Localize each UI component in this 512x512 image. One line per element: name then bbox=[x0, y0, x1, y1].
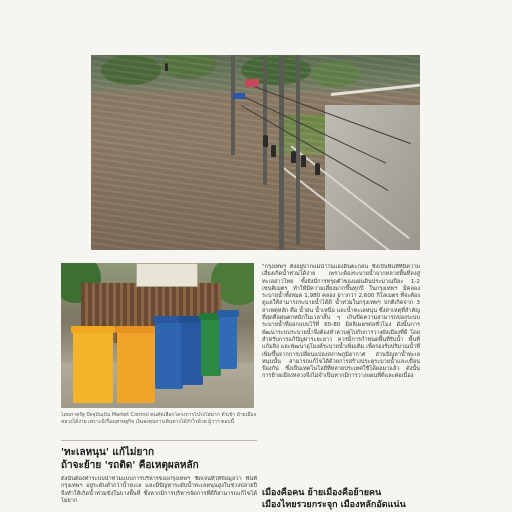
green-bin bbox=[201, 318, 221, 376]
red-banner bbox=[245, 79, 259, 87]
yellow-bin bbox=[73, 331, 113, 403]
poster bbox=[136, 263, 198, 287]
section1-heading-line2: ถ้าจะย้าย 'รถติด' คือเหตุผลหลัก bbox=[61, 460, 199, 471]
orange-bin bbox=[117, 331, 155, 403]
section2-heading-line1: เมืองคือคน ย้ายเมืองคือย้ายคน bbox=[262, 488, 382, 498]
section1-body: ดังนั้นต้องทำระบบน้ำท่วมแบบการบริหารของกรุงเทพฯ ชัดเจนที่ให้ข้อมูลว่า พื้นที่กรุงเทพฯ อยู่ระดับต่ำกว่าน้ำทะเล และมีปัญหาระดับน้ำทะเลหนุนสูงในช่วงปลายปี จึงทำให้เกิดน้ำท่วมขังในบางพื้นที่ ซึ่งหากมีการบริหารจัดการที่ดีก็สามารถแก้ไขได้ไม่ยาก bbox=[61, 476, 257, 504]
street-sign bbox=[233, 93, 245, 99]
right-column-body: "กรุงเทพฯ ตั้งอยู่ปากแม่น้ำในแอ่งดินตะกอน ซึ่งเป็นพื้นที่ที่มีความเสี่ยงเกิดน้ำท่วมได้ง่าย เพราะต้องระบายน้ำจากหลายพื้นที่ลงสู่ทะเลอ่าวไทย ทั้งยังมีการทรุดตัวของแผ่นดินประมาณปีละ 1-2 เซนติเมตร ทำให้มีความเสี่ยงมากขึ้นทุกปี ในกรุงเทพฯ มีคลองระบายน้ำทั้งหมด 1,980 คลอง ยาวกว่า 2,600 กิโลเมตร ที่จะต้องดูแลให้สามารถระบายน้ำได้ดี น้ำท่วมในกรุงเทพฯ ปกติเกิดจาก 3 สาเหตุหลัก คือ น้ำฝน น้ำเหนือ และน้ำทะเลหนุน ซึ่งสาเหตุที่สำคัญที่สุดคือฝนตกหนักในเวลาสั้น ๆ เกินขีดความสามารถของระบบระบายน้ำที่ออกแบบไว้ที่ 60-80 มิลลิเมตรต่อชั่วโมง ดังนั้นการพัฒนาระบบระบายน้ำจึงต้องทำควบคู่ไปกับการวางผังเมืองที่ดี โดยสำหรับการแก้ปัญหาระยะยาว ควรมีการกำหนดพื้นที่รับน้ำ พื้นที่แก้มลิง และพัฒนาอุโมงค์ระบายน้ำเพิ่มเติม เพื่อรองรับปริมาณน้ำที่เพิ่มขึ้นจากการเปลี่ยนแปลงสภาพภูมิอากาศ ส่วนปัญหาน้ำทะเลหนุนนั้น สามารถแก้ไขได้ด้วยการสร้างประตูระบายน้ำและเขื่อนป้องกัน ซึ่งเป็นเทคโนโลยีที่หลายประเทศใช้ได้ผลมาแล้ว ดังนั้นการย้ายเมืองหลวงจึงไม่จำเป็นหากมีการวางแผนที่ดีและต่อเนื่อง bbox=[262, 264, 420, 380]
photo-caption: โดยภาครัฐ ปัจจุบันเป็น Market Control คนคัดเลือกโครงการโปร่งใสมาก ตัวเข้า ย้ายเมืองหลวงได้ง่าย เพราะมีเรื่องเศรษฐกิจ เงินลงทุนการเดินทางได้กำไรด้วย ผู้ว่าฯ ตอบนี้ bbox=[61, 412, 257, 425]
flood-street-photo bbox=[91, 55, 420, 250]
section2-heading-line2: เมืองไทยรวยกระจุก เมืองหลักอัดแน่น bbox=[262, 500, 406, 510]
caption-divider bbox=[61, 440, 257, 441]
section1-heading-line1: 'ทะเลหนุน' แก้ไม่ยาก bbox=[61, 447, 155, 458]
blue-bin bbox=[155, 321, 183, 389]
pedestrian-bridge bbox=[325, 105, 420, 250]
recycling-bins-photo bbox=[61, 263, 254, 408]
